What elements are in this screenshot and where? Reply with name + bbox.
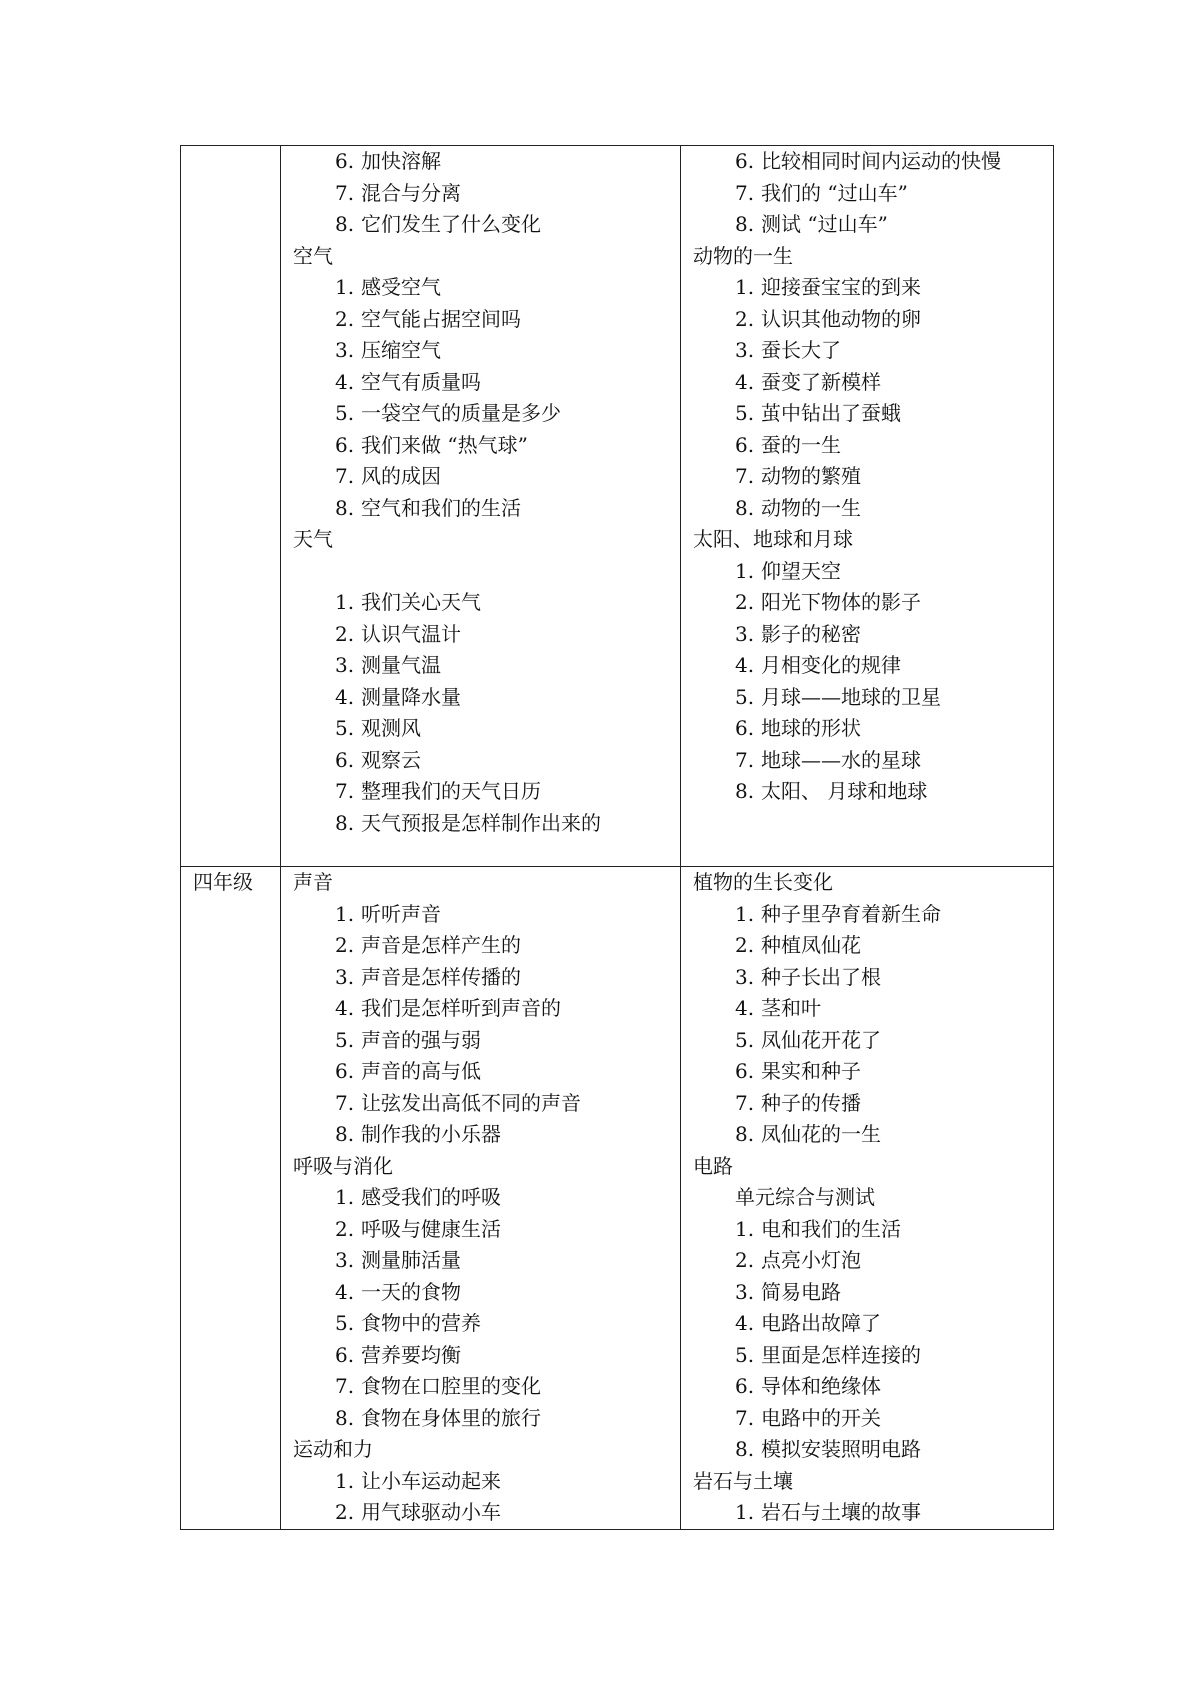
lesson-title: 认识其他动物的卵 xyxy=(761,306,921,331)
lesson-item xyxy=(293,209,680,241)
lesson-number: 8. xyxy=(735,779,755,803)
lesson-item xyxy=(693,619,1053,651)
lesson-number: 4. xyxy=(335,996,355,1020)
units-column-right xyxy=(681,146,1054,867)
lesson-title: 岩石与土壤的故事 xyxy=(761,1500,921,1524)
lesson-title: 月球——地球的卫星 xyxy=(761,684,941,709)
lesson-item xyxy=(693,1119,1053,1151)
lesson-title: 我们关心天气 xyxy=(361,590,481,614)
lesson-title: 食物中的营养 xyxy=(361,1311,481,1335)
lesson-title: 蚕变了新模样 xyxy=(761,369,881,394)
lesson-item xyxy=(693,1371,1053,1403)
lesson-title: 声音是怎样产生的 xyxy=(361,933,521,957)
lesson-title: 太阳、 月球和地球 xyxy=(761,779,928,803)
lesson-title: 种子长出了根 xyxy=(761,964,881,989)
unit-title: 植物的生长变化 xyxy=(693,870,833,894)
lesson-item xyxy=(693,1088,1053,1120)
lesson-item xyxy=(293,430,680,462)
lesson-item xyxy=(693,146,1053,178)
lesson-number: 5. xyxy=(335,1311,355,1335)
lesson-number: 6. xyxy=(735,149,755,173)
lesson-number: 7. xyxy=(335,180,355,205)
lesson-number: 7. xyxy=(335,1374,355,1398)
lesson-item xyxy=(293,493,680,525)
lesson-item xyxy=(693,930,1053,962)
lesson-number: 5. xyxy=(735,1342,755,1367)
lesson-title: 营养要均衡 xyxy=(361,1342,461,1367)
lesson-title: 空气有质量吗 xyxy=(361,369,481,394)
lesson-number: 3. xyxy=(335,653,355,677)
lesson-number: 6. xyxy=(735,1059,755,1083)
lesson-title: 我们的 “过山车” xyxy=(761,180,908,205)
lesson-title: 种子里孕育着新生命 xyxy=(761,901,941,926)
lesson-title: 地球——水的星球 xyxy=(761,747,921,772)
lesson-title: 制作我的小乐器 xyxy=(361,1122,501,1146)
lesson-number: 5. xyxy=(735,401,755,425)
lesson-number: 3. xyxy=(735,1279,755,1304)
units-column-left xyxy=(281,867,681,1530)
lesson-number: 2. xyxy=(335,933,355,957)
lesson-title: 感受我们的呼吸 xyxy=(361,1185,501,1209)
unit-title: 天气 xyxy=(293,527,333,551)
lesson-title: 声音的强与弱 xyxy=(361,1027,481,1052)
unit-title: 太阳、地球和月球 xyxy=(693,527,853,551)
lesson-number: 6. xyxy=(335,747,355,772)
lesson-number: 5. xyxy=(335,401,355,425)
lesson-number: 3. xyxy=(335,338,355,362)
lesson-number: 4. xyxy=(335,684,355,709)
lesson-title: 模拟安装照明电路 xyxy=(761,1437,921,1461)
lesson-title: 声音是怎样传播的 xyxy=(361,964,521,989)
lesson-item xyxy=(693,1025,1053,1057)
lesson-item xyxy=(693,1056,1053,1088)
lesson-number: 8. xyxy=(735,495,755,520)
lesson-number: 7. xyxy=(335,779,355,803)
lesson-item xyxy=(693,556,1053,588)
lesson-number: 6. xyxy=(735,716,755,740)
lesson-item xyxy=(693,1434,1053,1466)
lesson-item xyxy=(693,178,1053,210)
lesson-number: 1. xyxy=(335,590,355,614)
lesson-number: 7. xyxy=(335,464,355,488)
lesson-title: 影子的秘密 xyxy=(761,621,861,646)
lesson-title: 迎接蚕宝宝的到来 xyxy=(761,275,921,299)
lesson-number: 3. xyxy=(335,1248,355,1272)
lesson-title: 测试 “过山车” xyxy=(761,212,888,236)
lesson-number: 7. xyxy=(335,1090,355,1115)
lesson-title: 测量肺活量 xyxy=(361,1248,461,1272)
blank-line xyxy=(293,556,680,588)
lesson-title: 电路出故障了 xyxy=(761,1311,881,1335)
lesson-item xyxy=(293,1245,680,1277)
lesson-number: 2. xyxy=(335,621,355,646)
lesson-number: 3. xyxy=(735,621,755,646)
lesson-title: 点亮小灯泡 xyxy=(761,1248,861,1272)
lesson-number: 7. xyxy=(735,1405,755,1430)
lesson-title: 听听声音 xyxy=(361,901,441,926)
lesson-number: 5. xyxy=(335,716,355,740)
lesson-item xyxy=(693,1245,1053,1277)
lesson-number: 1. xyxy=(335,1185,355,1209)
lesson-item xyxy=(293,587,680,619)
lesson-number: 1. xyxy=(335,901,355,926)
lesson-item xyxy=(693,993,1053,1025)
lesson-number: 4. xyxy=(335,369,355,394)
lesson-title: 感受空气 xyxy=(361,275,441,299)
unit-subheading: 单元综合与测试 xyxy=(735,1185,875,1209)
lesson-item xyxy=(693,682,1053,714)
lesson-item xyxy=(693,1277,1053,1309)
lesson-number: 6. xyxy=(335,432,355,457)
lesson-title: 观察云 xyxy=(361,747,421,772)
lesson-item xyxy=(293,899,680,931)
lesson-number: 2. xyxy=(335,1216,355,1241)
lesson-title: 一袋空气的质量是多少 xyxy=(361,401,561,425)
lesson-number: 8. xyxy=(735,212,755,236)
lesson-number: 7. xyxy=(735,464,755,488)
lesson-title: 阳光下物体的影子 xyxy=(761,590,921,614)
lesson-item xyxy=(293,1182,680,1214)
lesson-number: 2. xyxy=(735,1248,755,1272)
grade-cell xyxy=(181,146,281,867)
lesson-title: 仰望天空 xyxy=(761,558,841,583)
lesson-item xyxy=(693,272,1053,304)
lesson-title: 加快溶解 xyxy=(361,149,441,173)
lesson-number: 8. xyxy=(735,1122,755,1146)
lesson-title: 整理我们的天气日历 xyxy=(361,779,541,803)
lesson-title: 种植凤仙花 xyxy=(761,933,861,957)
lesson-title: 动物的繁殖 xyxy=(761,464,861,488)
lesson-item xyxy=(293,776,680,808)
lesson-title: 比较相同时间内运动的快慢 xyxy=(761,149,1001,173)
lesson-item xyxy=(693,962,1053,994)
lesson-number: 1. xyxy=(335,275,355,299)
lesson-title: 凤仙花开花了 xyxy=(761,1027,881,1052)
lesson-number: 8. xyxy=(335,1122,355,1146)
lesson-item xyxy=(693,335,1053,367)
lesson-title: 茎和叶 xyxy=(761,996,821,1020)
lesson-item xyxy=(293,1056,680,1088)
lesson-title: 用气球驱动小车 xyxy=(361,1500,501,1524)
lesson-item xyxy=(293,398,680,430)
lesson-title: 空气能占据空间吗 xyxy=(361,306,521,331)
lesson-title: 一天的食物 xyxy=(361,1279,461,1304)
lesson-number: 8. xyxy=(335,1405,355,1430)
lesson-number: 2. xyxy=(735,306,755,331)
lesson-title: 我们来做 “热气球” xyxy=(361,432,528,457)
lesson-title: 电和我们的生活 xyxy=(761,1216,901,1241)
lesson-item xyxy=(293,335,680,367)
lesson-title: 让小车运动起来 xyxy=(361,1468,501,1493)
lesson-item xyxy=(293,178,680,210)
lesson-title: 食物在口腔里的变化 xyxy=(361,1374,541,1398)
lesson-number: 8. xyxy=(735,1437,755,1461)
lesson-item xyxy=(693,1403,1053,1435)
lesson-title: 茧中钻出了蚕蛾 xyxy=(761,401,901,425)
lesson-item xyxy=(293,619,680,651)
lesson-number: 5. xyxy=(335,1027,355,1052)
lesson-number: 8. xyxy=(335,810,355,835)
lesson-title: 声音的高与低 xyxy=(361,1059,481,1083)
lesson-number: 6. xyxy=(735,1374,755,1398)
lesson-title: 测量降水量 xyxy=(361,684,461,709)
lesson-item xyxy=(293,1403,680,1435)
lesson-title: 果实和种子 xyxy=(761,1059,861,1083)
lesson-number: 1. xyxy=(735,1500,755,1524)
lesson-item xyxy=(693,587,1053,619)
lesson-title: 电路中的开关 xyxy=(761,1405,881,1430)
table-row xyxy=(181,867,1054,1530)
lesson-title: 简易电路 xyxy=(761,1279,841,1304)
lesson-item xyxy=(293,745,680,777)
lesson-number: 7. xyxy=(735,1090,755,1115)
lesson-number: 3. xyxy=(735,338,755,362)
lesson-number: 4. xyxy=(735,369,755,394)
lesson-number: 3. xyxy=(335,964,355,989)
lesson-item xyxy=(293,461,680,493)
lesson-number: 8. xyxy=(335,212,355,236)
unit-title: 动物的一生 xyxy=(693,243,793,268)
lesson-number: 6. xyxy=(335,1342,355,1367)
lesson-title: 我们是怎样听到声音的 xyxy=(361,996,561,1020)
lesson-title: 观测风 xyxy=(361,716,421,740)
unit-title: 岩石与土壤 xyxy=(693,1468,793,1493)
lesson-title: 天气预报是怎样制作出来的 xyxy=(361,810,601,835)
lesson-item xyxy=(693,1308,1053,1340)
units-column-right xyxy=(681,867,1054,1530)
lesson-item xyxy=(293,1088,680,1120)
lesson-item xyxy=(693,430,1053,462)
lesson-item xyxy=(293,930,680,962)
lesson-item xyxy=(693,713,1053,745)
lesson-number: 7. xyxy=(735,747,755,772)
lesson-item xyxy=(293,808,680,840)
lesson-title: 地球的形状 xyxy=(761,716,861,740)
lesson-item xyxy=(293,1119,680,1151)
unit-title: 电路 xyxy=(693,1153,733,1178)
lesson-number: 1. xyxy=(735,1216,755,1241)
lesson-number: 3. xyxy=(735,964,755,989)
unit-title: 声音 xyxy=(293,870,333,894)
lesson-item xyxy=(293,993,680,1025)
lesson-number: 4. xyxy=(735,1311,755,1335)
lesson-title: 它们发生了什么变化 xyxy=(361,212,541,236)
lesson-number: 5. xyxy=(735,1027,755,1052)
lesson-number: 1. xyxy=(735,558,755,583)
lesson-number: 8. xyxy=(335,495,355,520)
lesson-item xyxy=(293,713,680,745)
curriculum-table xyxy=(180,145,1054,1530)
lesson-item xyxy=(693,745,1053,777)
lesson-number: 4. xyxy=(335,1279,355,1304)
lesson-item xyxy=(293,1497,680,1529)
lesson-title: 混合与分离 xyxy=(361,180,461,205)
lesson-item xyxy=(693,776,1053,808)
lesson-title: 空气和我们的生活 xyxy=(361,495,521,520)
lesson-title: 让弦发出高低不同的声音 xyxy=(361,1090,581,1115)
lesson-item xyxy=(293,1466,680,1498)
lesson-item xyxy=(293,272,680,304)
lesson-item xyxy=(693,1497,1053,1529)
unit-title: 运动和力 xyxy=(293,1437,373,1461)
lesson-title: 风的成因 xyxy=(361,464,441,488)
lesson-number: 6. xyxy=(335,1059,355,1083)
lesson-number: 1. xyxy=(735,901,755,926)
lesson-item xyxy=(693,209,1053,241)
grade-cell: 四年级 xyxy=(181,867,281,1530)
lesson-number: 5. xyxy=(735,684,755,709)
lesson-title: 种子的传播 xyxy=(761,1090,861,1115)
lesson-title: 认识气温计 xyxy=(361,621,461,646)
lesson-item xyxy=(293,1025,680,1057)
lesson-number: 1. xyxy=(335,1468,355,1493)
lesson-title: 里面是怎样连接的 xyxy=(761,1342,921,1367)
lesson-item xyxy=(293,1308,680,1340)
unit-title: 空气 xyxy=(293,243,333,268)
lesson-item xyxy=(293,1277,680,1309)
lesson-number: 2. xyxy=(335,306,355,331)
lesson-item xyxy=(293,1371,680,1403)
lesson-title: 凤仙花的一生 xyxy=(761,1122,881,1146)
lesson-item xyxy=(293,682,680,714)
unit-title: 呼吸与消化 xyxy=(293,1153,393,1178)
lesson-number: 4. xyxy=(735,653,755,677)
lesson-number: 1. xyxy=(735,275,755,299)
lesson-item xyxy=(293,1340,680,1372)
lesson-title: 月相变化的规律 xyxy=(761,653,901,677)
lesson-number: 2. xyxy=(335,1500,355,1524)
lesson-title: 蚕长大了 xyxy=(761,338,841,362)
lesson-title: 测量气温 xyxy=(361,653,441,677)
lesson-title: 压缩空气 xyxy=(361,338,441,362)
lesson-title: 食物在身体里的旅行 xyxy=(361,1405,541,1430)
lesson-item xyxy=(693,1214,1053,1246)
units-column-left xyxy=(281,146,681,867)
lesson-item xyxy=(293,304,680,336)
lesson-item xyxy=(293,962,680,994)
lesson-number: 4. xyxy=(735,996,755,1020)
lesson-item xyxy=(293,146,680,178)
lesson-number: 2. xyxy=(735,590,755,614)
lesson-number: 6. xyxy=(735,432,755,457)
lesson-item xyxy=(693,1340,1053,1372)
lesson-number: 7. xyxy=(735,180,755,205)
lesson-title: 蚕的一生 xyxy=(761,432,841,457)
lesson-title: 动物的一生 xyxy=(761,495,861,520)
table-row xyxy=(181,146,1054,867)
lesson-item xyxy=(293,650,680,682)
lesson-number: 2. xyxy=(735,933,755,957)
lesson-item xyxy=(693,493,1053,525)
lesson-item xyxy=(293,367,680,399)
lesson-item xyxy=(693,650,1053,682)
lesson-number: 6. xyxy=(335,149,355,173)
lesson-item xyxy=(693,899,1053,931)
lesson-item xyxy=(693,304,1053,336)
lesson-title: 导体和绝缘体 xyxy=(761,1374,881,1398)
lesson-item xyxy=(693,367,1053,399)
lesson-title: 呼吸与健康生活 xyxy=(361,1216,501,1241)
lesson-item xyxy=(693,398,1053,430)
lesson-item xyxy=(293,1214,680,1246)
lesson-item xyxy=(693,461,1053,493)
